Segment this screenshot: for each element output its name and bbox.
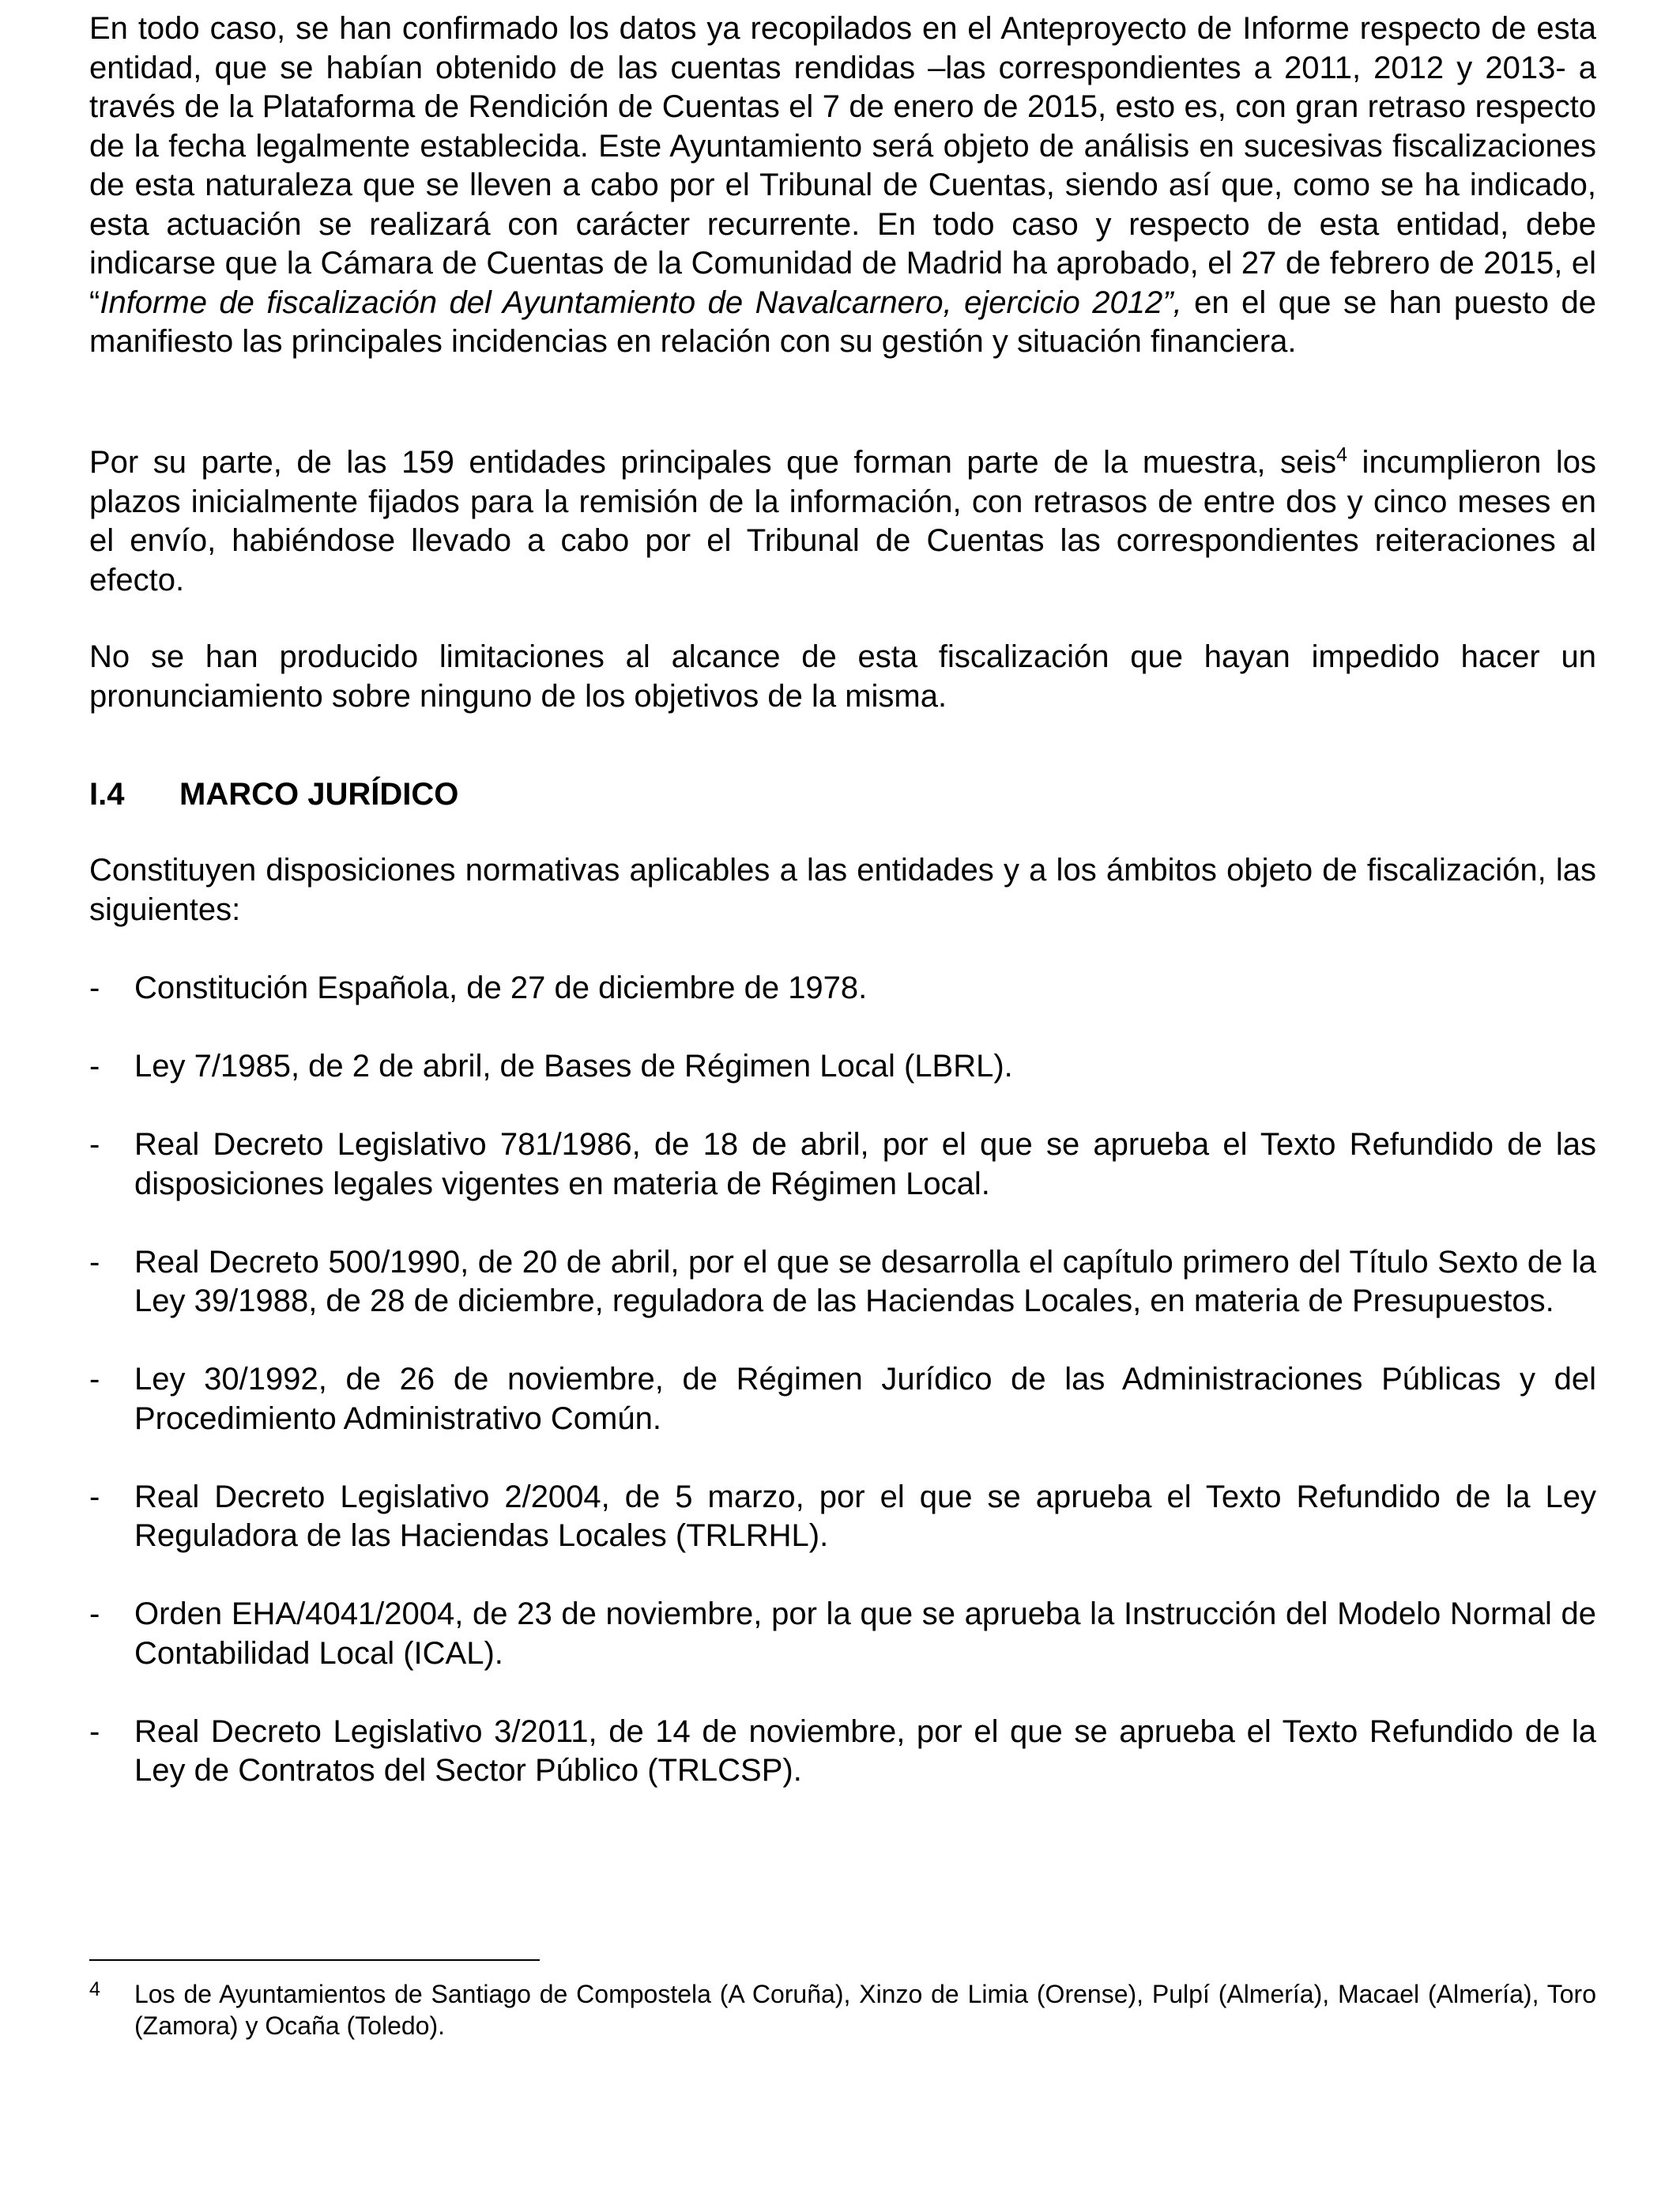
list-item [89,969,1596,1008]
paragraph-text: incumplieron los plazos inicialmente fijados para la remisión de la información, con retrasos de entre dos y cinco meses en el envío, habiéndose llevado a cabo por el Tribunal de Cuentas las correspondientes reiteraciones al efecto. [89,445,1596,598]
list-item-text: Orden EHA/4041/2004, de 23 de noviembre, por la que se aprueba la Instrucción del Modelo Normal de Contabilidad Local (ICAL). [134,1596,1596,1671]
list-item [89,1047,1596,1087]
footnote-number: 4 [89,1978,100,2000]
footnote [89,1978,1596,2041]
list-item [89,1713,1596,1791]
footnote-reference[interactable]: 4 [1336,443,1348,466]
paragraph-navalcarnero [89,9,1596,362]
list-dash: - [89,1127,100,1162]
paragraph-text: En todo caso, se han confirmado los datos ya recopilados en el Anteproyecto de Informe respecto de esta entidad, que se habían obtenido de las cuentas rendidas –las correspondientes a 2011, 2012 y 2013- a través de la Plataforma de Rendición de Cuentas el 7 de enero de 2015, esto es, con gran retraso respecto de la fecha legalmente establecida. Este Ayuntamiento será objeto de análisis en sucesivas fiscalizaciones de esta naturaleza que se lleven a cabo por el Tribunal de Cuentas, siendo así que, como se ha indicado, esta actuación se realizará con carácter recurrente. En todo caso y respecto de esta entidad, debe indicarse que la Cámara de Cuentas de la Comunidad de Madrid ha aprobado, el 27 de febrero de 2015, el “ [89,11,1596,320]
list-item [89,1243,1596,1321]
paragraph-intro-laws: Constituyen disposiciones normativas aplicables a las entidades y a los ámbitos objeto de fiscalización, las siguientes: [89,853,1596,927]
laws-list [89,969,1596,1830]
list-item-text: Real Decreto Legislativo 781/1986, de 18 de abril, por el que se aprueba el Texto Refundido de las disposiciones legales vigentes en materia de Régimen Local. [134,1127,1596,1201]
list-dash: - [89,1244,100,1280]
list-item [89,1595,1596,1673]
list-item-text: Constitución Española, de 27 de diciembre de 1978. [134,971,868,1005]
list-item [89,1360,1596,1438]
list-item-text: Real Decreto Legislativo 2/2004, de 5 marzo, por el que se aprueba el Texto Refundido de la Ley Reguladora de las Haciendas Locales (TRLRHL). [134,1479,1596,1553]
list-item [89,1125,1596,1204]
section-title: MARCO JURÍDICO [179,777,459,812]
list-dash: - [89,1713,100,1749]
paragraph-limitations: No se han producido limitaciones al alcance de esta fiscalización que hayan impedido hacer un pronunciamiento sobre ninguno de los objetivos de la misma. [89,639,1596,714]
list-dash: - [89,1596,100,1631]
paragraph-sample-entities [89,443,1596,600]
section-number: I.4 [89,777,125,812]
list-dash: - [89,1479,100,1514]
list-dash: - [89,971,100,1005]
list-item-text: Real Decreto 500/1990, de 20 de abril, por el que se desarrolla el capítulo primero del Título Sexto de la Ley 39/1988, de 28 de diciembre, reguladora de las Haciendas Locales, en materia de Presupuestos. [134,1244,1596,1318]
list-item-text: Ley 30/1992, de 26 de noviembre, de Régimen Jurídico de las Administraciones Públicas y del Procedimiento Administrativo Común. [134,1362,1596,1436]
report-title-italic: Informe de fiscalización del Ayuntamiento de Navalcarnero, ejercicio 2012”, [100,285,1182,320]
footnote-separator [89,1959,540,1961]
list-item [89,1478,1596,1556]
paragraph-text: en el que se han puesto de manifiesto las principales incidencias en relación con su gestión y situación financiera. [89,285,1596,359]
list-item-text: Ley 7/1985, de 2 de abril, de Bases de Régimen Local (LBRL). [134,1049,1013,1084]
paragraph-text: Por su parte, de las 159 entidades principales que forman parte de la muestra, seis [89,445,1337,480]
list-item-text: Real Decreto Legislativo 3/2011, de 14 de noviembre, por el que se aprueba el Texto Refundido de la Ley de Contratos del Sector Público (TRLCSP). [134,1713,1596,1788]
list-dash: - [89,1049,100,1084]
list-dash: - [89,1362,100,1397]
footnote-text: Los de Ayuntamientos de Santiago de Compostela (A Coruña), Xinzo de Limia (Orense), Pulpí (Almería), Macael (Almería), Toro (Zamora) y Ocaña (Toledo). [134,1980,1596,2040]
section-heading [89,775,458,814]
